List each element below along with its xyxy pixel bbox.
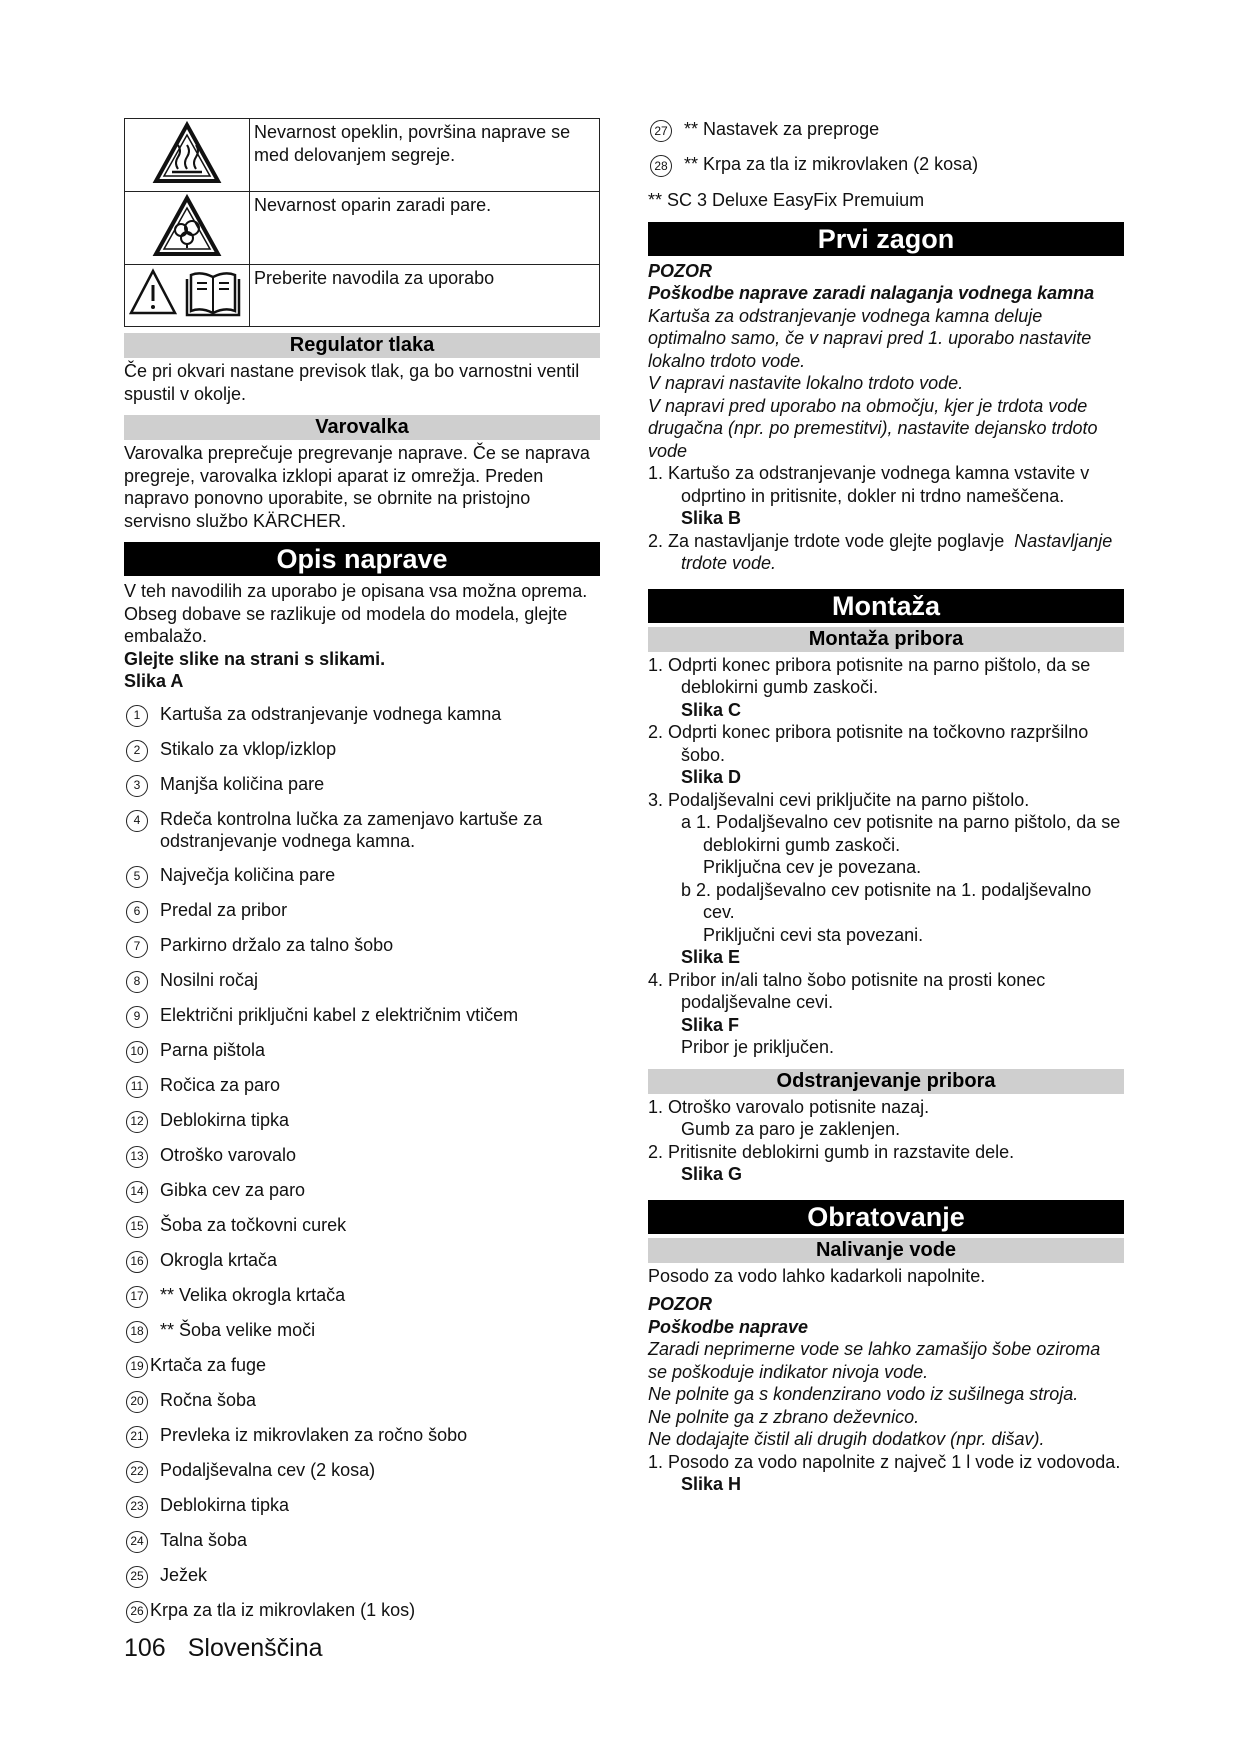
number-badge: 19 [126, 1356, 148, 1378]
number-badge: 15 [126, 1216, 148, 1238]
list-item [124, 1424, 600, 1448]
number-badge: 10 [126, 1041, 148, 1063]
chapter-heading-prvi-zagon: Prvi zagon [648, 222, 1124, 256]
caution-title: Poškodbe naprave [648, 1316, 809, 1337]
part-label: ** Šoba velike moči [160, 1319, 316, 1340]
body-text: Posodo za vodo lahko kadarkoli napolnite. [648, 1265, 986, 1286]
section-heading-regulator: Regulator tlaka [124, 333, 600, 358]
part-label: Nosilni ročaj [160, 969, 259, 990]
steam-scald-warning-icon [152, 194, 222, 258]
figure-ref: Slika F [681, 1014, 740, 1035]
part-label: Deblokirna tipka [160, 1494, 290, 1515]
part-label: Talna šoba [160, 1529, 248, 1550]
chapter-heading-obratovanje: Obratovanje [648, 1200, 1124, 1234]
caution-text: Ne polnite ga s kondenzirano vodo iz sušilnega stroja. [648, 1384, 1079, 1404]
number-badge: 21 [126, 1426, 148, 1448]
caution-label: POZOR [648, 1294, 713, 1314]
part-label: Stikalo za vklop/izklop [160, 738, 337, 759]
number-badge: 16 [126, 1251, 148, 1273]
caution-text: Ne dodajajte čistil ali drugih dodatkov (npr. dišav). [648, 1429, 1045, 1449]
step-text: 2. Za nastavljanje trdote vode glejte poglavje [648, 530, 1005, 551]
number-badge: 18 [126, 1321, 148, 1343]
part-label: Okrogla krtača [160, 1249, 278, 1270]
step: 2. Odprti konec pribora potisnite na točkovno razpršilno šobo. [648, 722, 1089, 765]
part-label: Ročna šoba [160, 1389, 257, 1410]
number-badge: 5 [126, 866, 148, 888]
caution-title: Poškodbe naprave zaradi nalaganja vodnega kamna [648, 283, 1095, 303]
step-result: Gumb za paro je zaklenjen. [681, 1119, 901, 1139]
number-badge: 22 [126, 1461, 148, 1483]
number-badge: 11 [126, 1076, 148, 1098]
number-badge: 26 [126, 1601, 148, 1623]
list-item [124, 1249, 600, 1273]
caution-text: Kartuša za odstranjevanje vodnega kamna deluje optimalno samo, če v napravi pred 1. uporabo nastavite lokalno trdoto vode. [648, 305, 1092, 371]
figure-ref: Slika D [681, 767, 742, 787]
step: 2. Pritisnite deblokirni gumb in razstavite dele. [648, 1141, 1015, 1162]
list-item [124, 1179, 600, 1203]
step-result: Priključni cevi sta povezani. [703, 924, 924, 945]
list-item [124, 1354, 600, 1378]
part-label: Predal za pribor [160, 899, 288, 920]
figure-ref: Slika H [681, 1474, 742, 1494]
caution-text: Ne polnite ga z zbrano deževnico. [648, 1406, 920, 1427]
list-item [124, 1599, 600, 1623]
part-label: Krtača za fuge [150, 1354, 267, 1375]
number-badge: 1 [126, 705, 148, 727]
list-item [124, 738, 600, 762]
list-item [124, 773, 600, 797]
part-label: ** Velika okrogla krtača [160, 1284, 346, 1305]
chapter-heading-montaza: Montaža [648, 589, 1124, 623]
figure-ref: Slika G [681, 1164, 743, 1184]
number-badge: 24 [126, 1531, 148, 1553]
number-badge: 27 [650, 120, 672, 142]
list-item [648, 153, 1124, 177]
number-badge: 3 [126, 775, 148, 797]
number-badge: 20 [126, 1391, 148, 1413]
number-badge: 12 [126, 1111, 148, 1133]
figure-label: Slika A [124, 671, 184, 691]
list-item [124, 1039, 600, 1063]
parts-list-continued [648, 118, 1124, 177]
list-item [124, 864, 600, 888]
warning-text: Nevarnost opeklin, površina naprave se med delovanjem segreje. [250, 119, 600, 192]
list-item [124, 1389, 600, 1413]
list-item [124, 1004, 600, 1028]
number-badge: 4 [126, 810, 148, 832]
footer-language: Slovenščina [187, 1634, 323, 1662]
number-badge: 17 [126, 1286, 148, 1308]
number-badge: 23 [126, 1496, 148, 1518]
part-label: Rdeča kontrolna lučka za zamenjavo kartuše za odstranjevanje vodnega kamna. [160, 808, 543, 851]
part-label: Parna pištola [160, 1039, 266, 1060]
part-label: ** Krpa za tla iz mikrovlaken (2 kosa) [684, 154, 979, 174]
sub-step: a 1. Podaljševalno cev potisnite na parno pištolo, da se deblokirni gumb zaskoči. [681, 812, 1121, 855]
part-label: Prevleka iz mikrovlaken za ročno šobo [160, 1424, 468, 1445]
number-badge: 8 [126, 971, 148, 993]
part-label: Ježek [160, 1564, 208, 1585]
list-item [124, 1459, 600, 1483]
list-item [124, 1319, 600, 1343]
list-item [124, 969, 600, 993]
step: 3. Podaljševalni cevi priključite na parno pištolo. [648, 789, 1030, 810]
number-badge: 28 [650, 155, 672, 177]
step: 1. Kartušo za odstranjevanje vodnega kamna vstavite v odprtino in pritisnite, dokler ni trdno nameščena. [648, 463, 1090, 506]
list-item [124, 1494, 600, 1518]
chapter-reference: Nastavljanje trdote vode. [681, 530, 1113, 573]
section-heading-montaza-pribora: Montaža pribora [648, 627, 1124, 652]
section-heading-nalivanje: Nalivanje vode [648, 1238, 1124, 1263]
caution-text: Zaradi neprimerne vode se lahko zamašijo šobe oziroma se poškoduje indikator nivoja vode. [648, 1339, 1101, 1382]
model-note: ** SC 3 Deluxe EasyFix Premuium [648, 190, 925, 210]
part-label: Manjša količina pare [160, 773, 325, 794]
number-badge: 25 [126, 1566, 148, 1588]
warning-text: Preberite navodila za uporabo [250, 265, 600, 327]
list-item [124, 899, 600, 923]
list-item [124, 1284, 600, 1308]
part-label: Podaljševalna cev (2 kosa) [160, 1459, 376, 1480]
step-result: Pribor je priključen. [681, 1037, 835, 1057]
warning-row [125, 119, 600, 192]
parts-list [124, 703, 600, 1623]
list-item [124, 1214, 600, 1238]
right-column [648, 118, 1124, 1496]
part-label: Kartuša za odstranjevanje vodnega kamna [160, 703, 502, 724]
step: 1. Posodo za vodo napolnite z največ 1 l vode iz vodovoda. [648, 1451, 1121, 1472]
warning-text: Nevarnost oparin zaradi pare. [250, 192, 600, 265]
number-badge: 2 [126, 740, 148, 762]
list-item [124, 1074, 600, 1098]
caution-text: V napravi nastavite lokalno trdoto vode. [648, 373, 964, 393]
caution-text: V napravi pred uporabo na območju, kjer je trdota vode drugačna (npr. po premestitvi), nastavite dejansko trdoto vode [648, 395, 1098, 461]
list-item [124, 1144, 600, 1168]
list-item [124, 808, 600, 853]
warning-row [125, 192, 600, 265]
section-heading-varovalka: Varovalka [124, 415, 600, 440]
part-label: Krpa za tla iz mikrovlaken (1 kos) [150, 1599, 416, 1620]
page-footer [124, 1634, 345, 1663]
part-label: ** Nastavek za preproge [684, 119, 880, 139]
number-badge: 14 [126, 1181, 148, 1203]
hot-surface-warning-icon [152, 121, 222, 185]
part-label: Deblokirna tipka [160, 1109, 290, 1130]
figure-ref: Slika C [681, 699, 742, 720]
list-item [124, 1529, 600, 1553]
number-badge: 6 [126, 901, 148, 923]
step [648, 530, 1124, 575]
part-label: Otroško varovalo [160, 1144, 297, 1165]
left-column [124, 118, 600, 1634]
list-item [124, 934, 600, 958]
opis-text: V teh navodilih za uporabo je opisana vsa možna oprema. Obseg dobave se razlikuje od modela do modela, glejte embalažo. [124, 581, 588, 646]
list-item [124, 1109, 600, 1133]
caution-label: POZOR [648, 260, 713, 281]
part-label: Parkirno držalo za talno šobo [160, 934, 394, 955]
see-figures-label: Glejte slike na strani s slikami. [124, 648, 386, 669]
figure-ref: Slika E [681, 947, 741, 967]
step: 1. Odprti konec pribora potisnite na parno pištolo, da se deblokirni gumb zaskoči. [648, 654, 1091, 697]
number-badge: 13 [126, 1146, 148, 1168]
part-label: Ročica za paro [160, 1074, 281, 1095]
read-manual-icon [129, 267, 245, 319]
number-badge: 7 [126, 936, 148, 958]
part-label: Gibka cev za paro [160, 1179, 306, 1200]
sub-step: b 2. podaljševalno cev potisnite na 1. podaljševalno cev. [681, 879, 1092, 922]
part-label: Šoba za točkovni curek [160, 1214, 347, 1235]
part-label: Električni priključni kabel z električnim vtičem [160, 1004, 519, 1025]
page-number: 106 [124, 1634, 166, 1662]
figure-ref: Slika B [681, 508, 742, 528]
warning-row [125, 265, 600, 327]
step: 4. Pribor in/ali talno šobo potisnite na prosti konec podaljševalne cevi. [648, 969, 1046, 1012]
step-result: Priključna cev je povezana. [703, 857, 922, 877]
list-item [124, 703, 600, 727]
section-heading-odstranjevanje: Odstranjevanje pribora [648, 1069, 1124, 1094]
number-badge: 9 [126, 1006, 148, 1028]
warning-table [124, 118, 600, 327]
list-item [648, 118, 1124, 142]
varovalka-text: Varovalka preprečuje pregrevanje naprave. Če se naprava pregreje, varovalka izklopi aparat iz omrežja. Preden napravo ponovno uporabite, se obrnite na pristojno servisno službo KÄRCHER. [124, 443, 590, 531]
chapter-heading-opis: Opis naprave [124, 542, 600, 576]
list-item [124, 1564, 600, 1588]
part-label: Največja količina pare [160, 864, 336, 885]
step: 1. Otroško varovalo potisnite nazaj. [648, 1096, 930, 1117]
regulator-text: Če pri okvari nastane previsok tlak, ga bo varnostni ventil spustil v okolje. [124, 361, 580, 404]
